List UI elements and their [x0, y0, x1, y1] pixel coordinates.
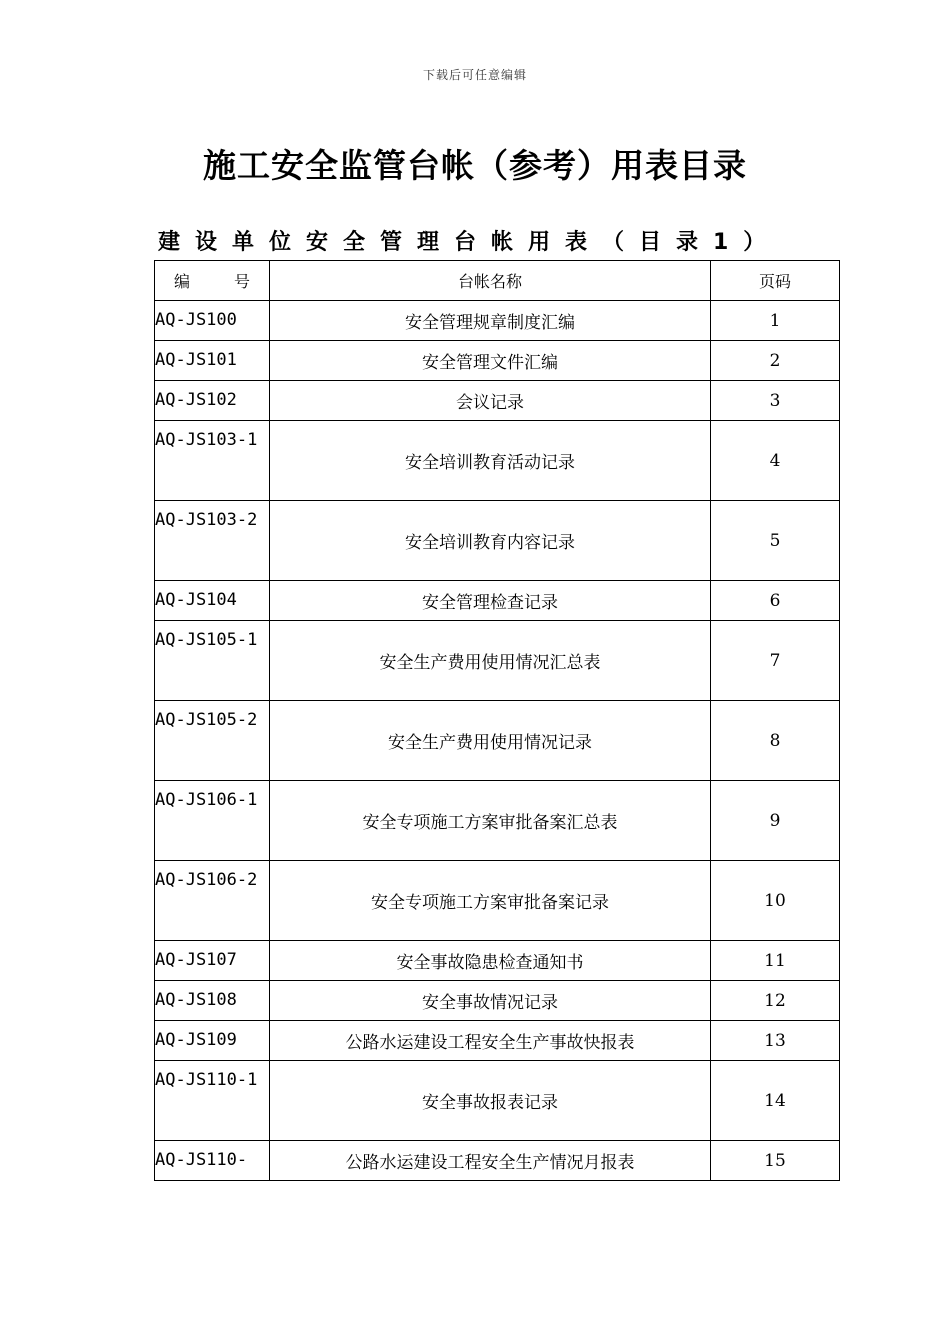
row-ledger-name: 安全培训教育内容记录 [270, 501, 711, 581]
row-code: AQ-JS105-2 [155, 701, 270, 781]
table-row [155, 341, 840, 381]
table-row [155, 381, 840, 421]
row-page-number: 7 [711, 621, 840, 701]
table-row [155, 861, 840, 941]
row-ledger-name: 安全生产费用使用情况汇总表 [270, 621, 711, 701]
row-page-number: 11 [711, 941, 840, 981]
table-row [155, 1021, 840, 1061]
table-row [155, 701, 840, 781]
ledger-table-body [155, 301, 840, 1181]
table-row [155, 1141, 840, 1181]
row-code: AQ-JS106-1 [155, 781, 270, 861]
row-page-number: 5 [711, 501, 840, 581]
row-ledger-name: 公路水运建设工程安全生产情况月报表 [270, 1141, 711, 1181]
row-ledger-name: 安全管理规章制度汇编 [270, 301, 711, 341]
table-row [155, 301, 840, 341]
table-row [155, 621, 840, 701]
row-code: AQ-JS103-2 [155, 501, 270, 581]
row-code: AQ-JS109 [155, 1021, 270, 1061]
row-ledger-name: 安全专项施工方案审批备案记录 [270, 861, 711, 941]
row-page-number: 14 [711, 1061, 840, 1141]
ledger-table [154, 260, 840, 1181]
table-row [155, 421, 840, 501]
page-title: 施工安全监管台帐（参考）用表目录 [203, 146, 747, 185]
row-ledger-name: 公路水运建设工程安全生产事故快报表 [270, 1021, 711, 1061]
table-subtitle: 建设单位安全管理台帐用表（目录1） [158, 230, 781, 255]
row-page-number: 10 [711, 861, 840, 941]
row-page-number: 9 [711, 781, 840, 861]
row-page-number: 4 [711, 421, 840, 501]
row-ledger-name: 安全生产费用使用情况记录 [270, 701, 711, 781]
table-row [155, 941, 840, 981]
row-ledger-name: 安全事故隐患检查通知书 [270, 941, 711, 981]
row-page-number: 6 [711, 581, 840, 621]
row-code: AQ-JS106-2 [155, 861, 270, 941]
row-ledger-name: 安全专项施工方案审批备案汇总表 [270, 781, 711, 861]
row-page-number: 12 [711, 981, 840, 1021]
table-row [155, 981, 840, 1021]
table-header-row [155, 261, 840, 301]
header-code-label: 编 号 [174, 272, 250, 291]
row-code: AQ-JS102 [155, 381, 270, 421]
row-code: AQ-JS103-1 [155, 421, 270, 501]
header-page: 页码 [711, 261, 840, 301]
row-page-number: 13 [711, 1021, 840, 1061]
row-ledger-name: 安全管理文件汇编 [270, 341, 711, 381]
table-row [155, 781, 840, 861]
row-code: AQ-JS105-1 [155, 621, 270, 701]
row-code: AQ-JS110-1 [155, 1061, 270, 1141]
header-code [155, 261, 270, 301]
table-row [155, 581, 840, 621]
table-row [155, 501, 840, 581]
row-code: AQ-JS104 [155, 581, 270, 621]
header-note: 下载后可任意编辑 [422, 68, 527, 82]
table-row [155, 1061, 840, 1141]
row-code: AQ-JS100 [155, 301, 270, 341]
row-ledger-name: 安全事故报表记录 [270, 1061, 711, 1141]
row-page-number: 1 [711, 301, 840, 341]
row-page-number: 2 [711, 341, 840, 381]
row-ledger-name: 安全培训教育活动记录 [270, 421, 711, 501]
row-ledger-name: 安全事故情况记录 [270, 981, 711, 1021]
row-page-number: 8 [711, 701, 840, 781]
row-code: AQ-JS101 [155, 341, 270, 381]
row-code: AQ-JS108 [155, 981, 270, 1021]
row-ledger-name: 安全管理检查记录 [270, 581, 711, 621]
row-ledger-name: 会议记录 [270, 381, 711, 421]
header-name: 台帐名称 [270, 261, 711, 301]
row-page-number: 15 [711, 1141, 840, 1181]
row-code: AQ-JS107 [155, 941, 270, 981]
row-code: AQ-JS110- [155, 1141, 270, 1181]
row-page-number: 3 [711, 381, 840, 421]
